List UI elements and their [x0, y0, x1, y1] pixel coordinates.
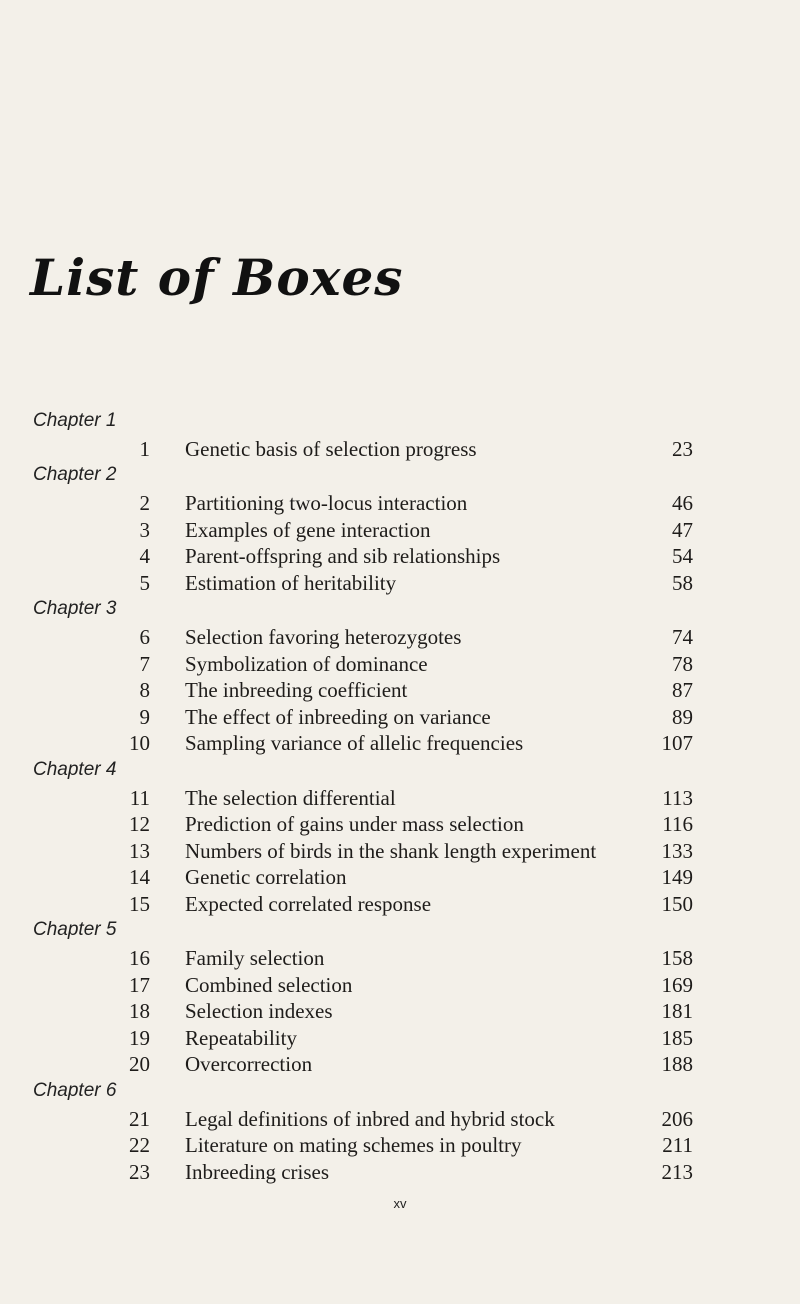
box-title: Parent-offspring and sib relationships: [185, 544, 501, 569]
box-title: Numbers of birds in the shank length experiment: [185, 838, 597, 863]
box-number: 15: [129, 891, 150, 916]
box-title: Partitioning two-locus interaction: [185, 491, 468, 516]
box-entry: [0, 839, 800, 867]
box-page-number: 169: [661, 972, 693, 997]
box-entry: [0, 731, 800, 759]
box-page-number: 113: [662, 785, 693, 810]
box-entry: [0, 652, 800, 680]
box-page-number: 74: [672, 625, 693, 649]
box-number: 19: [129, 1025, 150, 1050]
box-title: Symbolization of dominance: [185, 651, 428, 676]
box-number: 9: [139, 704, 150, 729]
box-number: 6: [139, 625, 150, 649]
box-title: The inbreeding coefficient: [185, 678, 408, 703]
box-title: The effect of inbreeding on variance: [185, 704, 491, 729]
box-page-number: 23: [672, 437, 693, 461]
box-entry: [0, 544, 800, 572]
box-entry: [0, 1133, 800, 1161]
box-title: Inbreeding crises: [185, 1159, 330, 1184]
box-number: 22: [129, 1133, 150, 1158]
box-entry: [0, 865, 800, 893]
box-entry: [0, 625, 800, 653]
page-number-footer: xv: [393, 1196, 407, 1211]
box-number: 13: [129, 838, 150, 863]
box-entry: [0, 1160, 800, 1188]
box-entry: [0, 491, 800, 519]
box-entry: [0, 437, 800, 465]
box-number: 2: [139, 491, 150, 516]
box-number: 3: [139, 517, 150, 542]
box-page-number: 133: [661, 838, 693, 863]
box-number: 7: [139, 651, 150, 676]
box-page-number: 54: [672, 544, 693, 569]
box-number: 4: [139, 544, 150, 569]
box-title: Examples of gene interaction: [185, 517, 431, 542]
box-number: 17: [129, 972, 150, 997]
box-title: Legal definitions of inbred and hybrid stock: [185, 1106, 555, 1131]
box-number: 14: [129, 865, 150, 890]
chapter-heading: Chapter 3: [33, 598, 117, 619]
chapter-heading: Chapter 6: [33, 1079, 117, 1101]
box-title: Genetic correlation: [185, 865, 347, 890]
box-page-number: 78: [672, 651, 693, 676]
box-entry: [0, 973, 800, 1001]
box-page-number: 188: [661, 1052, 693, 1077]
chapter-heading: Chapter 5: [33, 919, 117, 940]
box-page-number: 206: [661, 1106, 693, 1131]
box-page-number: 47: [672, 517, 693, 542]
box-number: 8: [139, 678, 150, 703]
box-page-number: 150: [661, 891, 693, 916]
box-entry: [0, 678, 800, 706]
box-title: Estimation of heritability: [185, 570, 397, 595]
box-title: Family selection: [185, 946, 325, 970]
box-number: 21: [129, 1106, 150, 1131]
box-number: 16: [129, 946, 150, 970]
box-title: Expected correlated response: [185, 891, 432, 916]
box-entry: [0, 892, 800, 920]
box-number: 5: [139, 570, 150, 595]
box-title: Selection favoring heterozygotes: [185, 625, 462, 649]
box-title: Overcorrection: [185, 1052, 313, 1077]
box-number: 18: [129, 999, 150, 1024]
box-page-number: 46: [672, 491, 693, 516]
box-title: Literature on mating schemes in poultry: [185, 1133, 522, 1158]
box-number: 1: [139, 437, 150, 461]
box-page-number: 158: [661, 946, 693, 970]
box-entry: [0, 518, 800, 546]
box-title: Sampling variance of allelic frequencies: [185, 731, 524, 756]
box-page-number: 58: [672, 570, 693, 595]
box-entry: [0, 705, 800, 733]
box-entry: [0, 1026, 800, 1054]
box-number: 12: [129, 812, 150, 837]
box-entry: [0, 1052, 800, 1080]
box-title: Repeatability: [185, 1025, 297, 1050]
box-number: 10: [129, 731, 150, 756]
box-title: Combined selection: [185, 972, 353, 997]
chapter-heading: Chapter 1: [33, 410, 117, 431]
box-page-number: 89: [672, 704, 693, 729]
box-number: 20: [129, 1052, 150, 1077]
box-title: The selection differential: [185, 785, 396, 810]
box-entry: [0, 999, 800, 1027]
chapter-heading: Chapter 2: [33, 464, 117, 486]
box-page-number: 181: [661, 999, 693, 1024]
chapter-heading: Chapter 4: [33, 758, 117, 780]
box-number: 23: [129, 1159, 150, 1184]
box-page-number: 213: [661, 1159, 693, 1184]
box-page-number: 149: [661, 865, 693, 890]
box-entry: [0, 812, 800, 840]
box-page-number: 87: [672, 678, 693, 703]
box-entry: [0, 946, 800, 974]
box-entry: [0, 571, 800, 599]
box-page-number: 107: [661, 731, 693, 756]
box-title: Genetic basis of selection progress: [185, 437, 477, 461]
box-title: Selection indexes: [185, 999, 333, 1024]
box-page-number: 116: [662, 812, 693, 837]
page-title: List of Boxes: [30, 248, 404, 307]
box-entry: [0, 1107, 800, 1135]
box-entry: [0, 786, 800, 814]
box-page-number: 211: [662, 1133, 693, 1158]
box-number: 11: [129, 785, 150, 810]
box-title: Prediction of gains under mass selection: [185, 812, 524, 837]
box-page-number: 185: [661, 1025, 693, 1050]
